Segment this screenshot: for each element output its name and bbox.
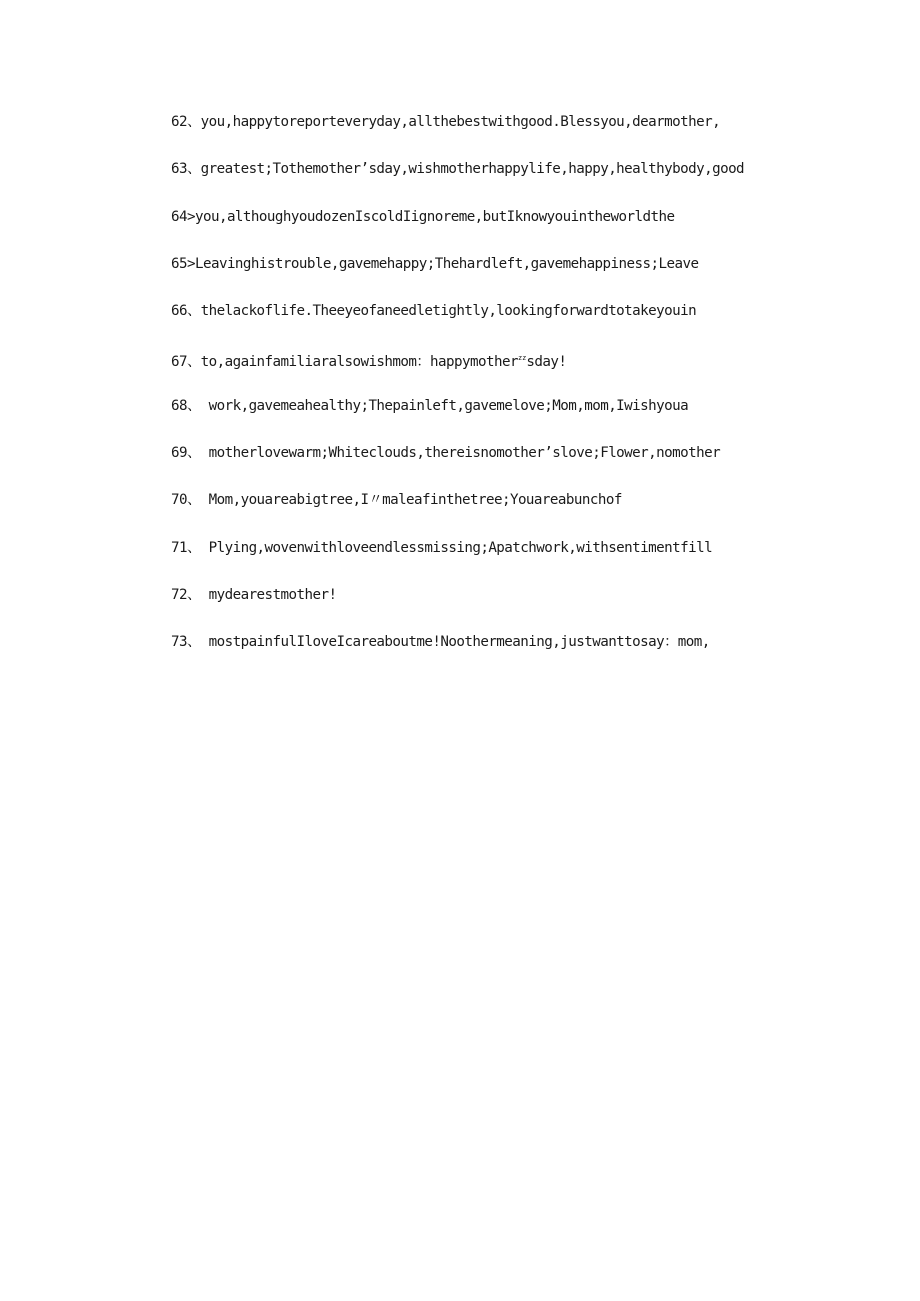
- text-line-63: [171, 159, 871, 206]
- line-text: 73、 mostpainfulIloveIcareaboutme!Noothermeaning,justwanttosay：mom,: [171, 634, 710, 651]
- line-text: 65>Leavinghistrouble,gavemehappy;Thehardleft,gavemehappiness;Leave: [171, 255, 699, 272]
- text-line-72: [171, 585, 871, 632]
- line-text-after: sday!: [526, 354, 567, 371]
- line-text: 70、 Mom,youareabigtree,I〃maleafinthetree;Youareabunchof: [171, 492, 622, 509]
- text-line-65: [171, 254, 871, 301]
- text-line-69: [171, 443, 871, 490]
- superscript-text: zz: [517, 354, 527, 363]
- line-text: 63、greatest;Tothemother’sday,wishmotherhappylife,happy,healthybody,good: [171, 161, 745, 178]
- text-line-68: [171, 396, 871, 443]
- line-text: 69、 motherlovewarm;Whiteclouds,thereisnomother’slove;Flower,nomother: [171, 445, 721, 462]
- line-text: 71、 Plying,wovenwithloveendlessmissing;Apatchwork,withsentimentfill: [171, 539, 713, 556]
- text-line-66: [171, 301, 871, 348]
- line-text: 62、you,happytoreporteveryday,allthebestwithgood.Blessyou,dearmother,: [171, 114, 721, 130]
- text-line-73: [171, 632, 871, 679]
- text-lines: [171, 112, 871, 680]
- line-text: 68、 work,gavemeahealthy;Thepainleft,gavemelove;Mom,mom,Iwishyoua: [171, 397, 689, 414]
- text-line-67: [171, 348, 871, 395]
- line-text: 72、 mydearestmother!: [171, 586, 337, 603]
- line-text-before: 67、to,againfamiliaralsowishmom：happymother: [171, 354, 518, 371]
- text-line-71: [171, 538, 871, 585]
- text-line-70: [171, 490, 871, 537]
- line-text: 64>you,althoughyoudozenIscoldIignoreme,butIknowyouintheworldthe: [171, 208, 675, 225]
- text-line-64: [171, 207, 871, 254]
- line-text: 66、thelackoflife.Theeyeofaneedletightly,lookingforwardtotakeyouin: [171, 303, 697, 320]
- text-line-62: [171, 112, 871, 159]
